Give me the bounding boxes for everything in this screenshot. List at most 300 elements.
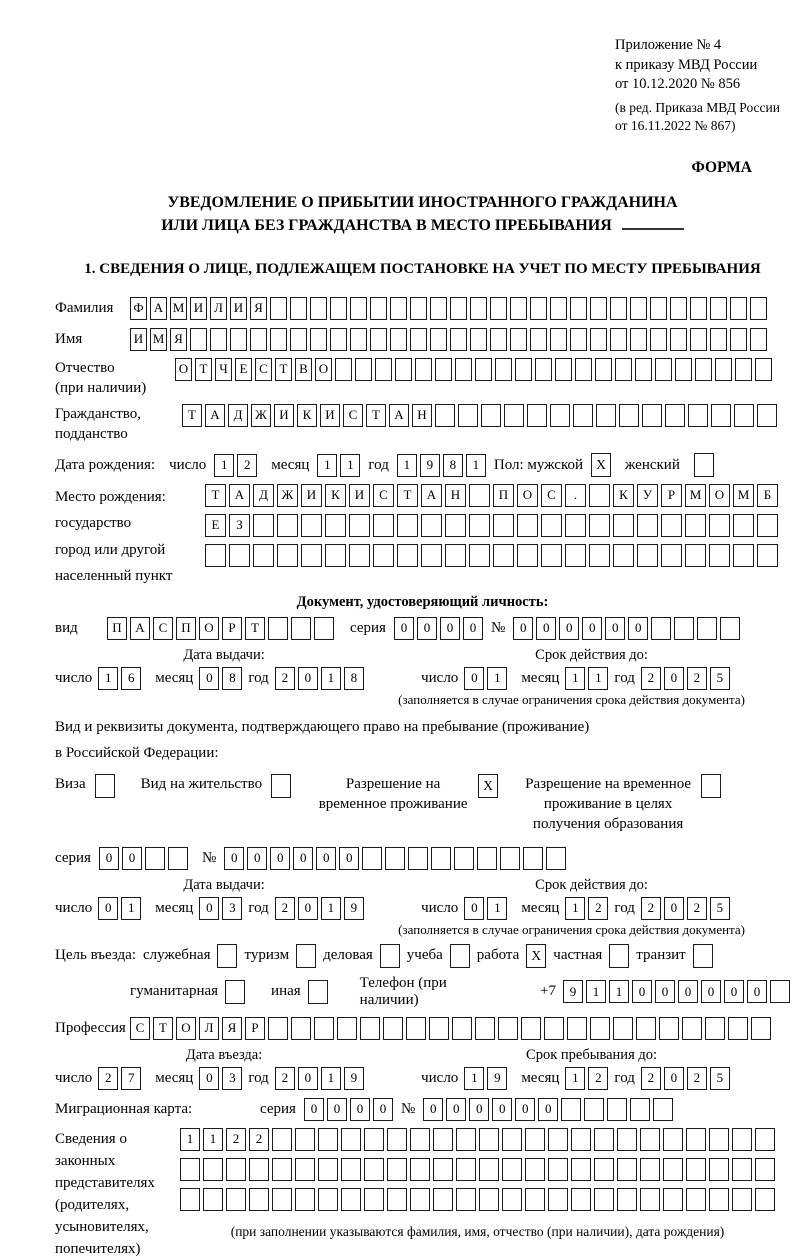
char-cell[interactable]: 0	[747, 980, 767, 1003]
char-cell[interactable]	[479, 1188, 499, 1211]
char-cell[interactable]	[650, 297, 667, 320]
char-cell[interactable]: 0	[701, 980, 721, 1003]
char-cell[interactable]	[695, 358, 712, 381]
temp-residence-education-checkbox[interactable]	[701, 774, 721, 798]
char-cell[interactable]	[314, 1017, 334, 1040]
char-cell[interactable]: 2	[641, 1067, 661, 1090]
char-cell[interactable]	[510, 328, 527, 351]
char-cell[interactable]: П	[176, 617, 196, 640]
char-cell[interactable]: 1	[487, 897, 507, 920]
char-cell[interactable]: 1	[317, 454, 337, 477]
char-cell[interactable]	[295, 1188, 315, 1211]
char-cell[interactable]	[387, 1128, 407, 1151]
char-cell[interactable]	[594, 1158, 614, 1181]
char-cell[interactable]: 0	[492, 1098, 512, 1121]
char-cell[interactable]: 1	[565, 897, 585, 920]
char-cell[interactable]: 0	[632, 980, 652, 1003]
char-cell[interactable]	[655, 358, 672, 381]
char-cell[interactable]	[410, 1188, 430, 1211]
char-cell[interactable]: 2	[226, 1128, 246, 1151]
char-cell[interactable]	[249, 1158, 269, 1181]
char-cell[interactable]	[697, 617, 717, 640]
char-cell[interactable]	[410, 1158, 430, 1181]
char-cell[interactable]	[455, 358, 472, 381]
char-cell[interactable]	[663, 1188, 683, 1211]
char-cell[interactable]	[734, 404, 754, 427]
char-cell[interactable]	[268, 1017, 288, 1040]
char-cell[interactable]	[686, 1158, 706, 1181]
char-cell[interactable]	[450, 328, 467, 351]
char-cell[interactable]	[571, 1188, 591, 1211]
char-cell[interactable]: М	[685, 484, 706, 507]
char-cell[interactable]	[653, 1098, 673, 1121]
char-cell[interactable]: 5	[710, 667, 730, 690]
char-cell[interactable]: 0	[664, 897, 684, 920]
char-cell[interactable]	[314, 617, 334, 640]
char-cell[interactable]	[295, 1128, 315, 1151]
char-cell[interactable]: С	[343, 404, 363, 427]
char-cell[interactable]: 1	[321, 1067, 341, 1090]
char-cell[interactable]	[203, 1188, 223, 1211]
char-cell[interactable]	[517, 544, 538, 567]
char-cell[interactable]	[452, 1017, 472, 1040]
char-cell[interactable]	[421, 544, 442, 567]
char-cell[interactable]	[469, 514, 490, 537]
char-cell[interactable]: Н	[412, 404, 432, 427]
char-cell[interactable]: 0	[99, 847, 119, 870]
char-cell[interactable]	[341, 1188, 361, 1211]
char-cell[interactable]	[715, 358, 732, 381]
char-cell[interactable]: Ж	[251, 404, 271, 427]
char-cell[interactable]	[190, 328, 207, 351]
char-cell[interactable]: 1	[98, 667, 118, 690]
char-cell[interactable]	[481, 404, 501, 427]
char-cell[interactable]	[594, 1188, 614, 1211]
char-cell[interactable]	[637, 514, 658, 537]
char-cell[interactable]	[301, 544, 322, 567]
char-cell[interactable]	[735, 358, 752, 381]
char-cell[interactable]	[610, 297, 627, 320]
char-cell[interactable]	[433, 1188, 453, 1211]
char-cell[interactable]: А	[389, 404, 409, 427]
char-cell[interactable]	[373, 544, 394, 567]
char-cell[interactable]	[410, 328, 427, 351]
char-cell[interactable]: 1	[321, 897, 341, 920]
char-cell[interactable]: И	[230, 297, 247, 320]
char-cell[interactable]: 1	[340, 454, 360, 477]
char-cell[interactable]	[456, 1128, 476, 1151]
char-cell[interactable]: 0	[98, 897, 118, 920]
char-cell[interactable]	[250, 328, 267, 351]
char-cell[interactable]	[561, 1098, 581, 1121]
char-cell[interactable]	[575, 358, 592, 381]
char-cell[interactable]	[415, 358, 432, 381]
char-cell[interactable]	[613, 544, 634, 567]
char-cell[interactable]	[640, 1128, 660, 1151]
residence-permit-checkbox[interactable]	[271, 774, 291, 798]
char-cell[interactable]	[732, 1188, 752, 1211]
purpose-work-checkbox[interactable]: X	[526, 944, 546, 968]
char-cell[interactable]	[571, 1128, 591, 1151]
char-cell[interactable]: Я	[170, 328, 187, 351]
char-cell[interactable]: С	[153, 617, 173, 640]
char-cell[interactable]	[565, 544, 586, 567]
char-cell[interactable]: С	[373, 484, 394, 507]
char-cell[interactable]	[355, 358, 372, 381]
char-cell[interactable]: И	[301, 484, 322, 507]
char-cell[interactable]: 9	[487, 1067, 507, 1090]
char-cell[interactable]	[470, 297, 487, 320]
char-cell[interactable]	[335, 358, 352, 381]
char-cell[interactable]	[720, 617, 740, 640]
char-cell[interactable]: К	[613, 484, 634, 507]
char-cell[interactable]: О	[175, 358, 192, 381]
char-cell[interactable]	[607, 1098, 627, 1121]
char-cell[interactable]: 0	[298, 897, 318, 920]
char-cell[interactable]: О	[199, 617, 219, 640]
char-cell[interactable]	[458, 404, 478, 427]
char-cell[interactable]: 0	[469, 1098, 489, 1121]
char-cell[interactable]	[751, 1017, 771, 1040]
char-cell[interactable]	[663, 1128, 683, 1151]
char-cell[interactable]	[479, 1128, 499, 1151]
char-cell[interactable]	[370, 297, 387, 320]
char-cell[interactable]: 1	[487, 667, 507, 690]
char-cell[interactable]: 2	[641, 667, 661, 690]
char-cell[interactable]: А	[229, 484, 250, 507]
char-cell[interactable]: 1	[203, 1128, 223, 1151]
purpose-humanitarian-checkbox[interactable]	[225, 980, 245, 1004]
char-cell[interactable]	[433, 1128, 453, 1151]
char-cell[interactable]	[636, 1017, 656, 1040]
char-cell[interactable]	[203, 1158, 223, 1181]
char-cell[interactable]: 0	[464, 897, 484, 920]
char-cell[interactable]	[686, 1188, 706, 1211]
char-cell[interactable]: П	[107, 617, 127, 640]
char-cell[interactable]	[230, 328, 247, 351]
char-cell[interactable]	[530, 297, 547, 320]
char-cell[interactable]	[406, 1017, 426, 1040]
char-cell[interactable]	[383, 1017, 403, 1040]
char-cell[interactable]	[546, 847, 566, 870]
purpose-tourism-checkbox[interactable]	[296, 944, 316, 968]
char-cell[interactable]: М	[733, 484, 754, 507]
char-cell[interactable]	[555, 358, 572, 381]
char-cell[interactable]	[430, 328, 447, 351]
char-cell[interactable]	[635, 358, 652, 381]
char-cell[interactable]	[318, 1158, 338, 1181]
char-cell[interactable]: 0	[224, 847, 244, 870]
char-cell[interactable]: Л	[210, 297, 227, 320]
char-cell[interactable]	[515, 358, 532, 381]
char-cell[interactable]	[617, 1158, 637, 1181]
char-cell[interactable]: 1	[397, 454, 417, 477]
char-cell[interactable]	[710, 328, 727, 351]
char-cell[interactable]	[410, 297, 427, 320]
char-cell[interactable]	[277, 514, 298, 537]
purpose-transit-checkbox[interactable]	[693, 944, 713, 968]
char-cell[interactable]	[435, 358, 452, 381]
char-cell[interactable]: 0	[655, 980, 675, 1003]
char-cell[interactable]: Р	[222, 617, 242, 640]
char-cell[interactable]	[613, 1017, 633, 1040]
char-cell[interactable]: М	[170, 297, 187, 320]
char-cell[interactable]: 2	[98, 1067, 118, 1090]
char-cell[interactable]	[291, 1017, 311, 1040]
char-cell[interactable]: К	[325, 484, 346, 507]
char-cell[interactable]	[674, 617, 694, 640]
char-cell[interactable]: 0	[446, 1098, 466, 1121]
char-cell[interactable]: О	[176, 1017, 196, 1040]
char-cell[interactable]: 1	[214, 454, 234, 477]
char-cell[interactable]	[630, 1098, 650, 1121]
char-cell[interactable]: 0	[538, 1098, 558, 1121]
char-cell[interactable]	[755, 358, 772, 381]
char-cell[interactable]	[548, 1158, 568, 1181]
char-cell[interactable]: А	[130, 617, 150, 640]
char-cell[interactable]	[589, 514, 610, 537]
char-cell[interactable]	[686, 1128, 706, 1151]
char-cell[interactable]	[291, 617, 311, 640]
char-cell[interactable]	[469, 484, 490, 507]
char-cell[interactable]: Е	[205, 514, 226, 537]
char-cell[interactable]: 1	[565, 1067, 585, 1090]
char-cell[interactable]: 8	[443, 454, 463, 477]
char-cell[interactable]: .	[565, 484, 586, 507]
char-cell[interactable]: Е	[235, 358, 252, 381]
char-cell[interactable]	[502, 1188, 522, 1211]
char-cell[interactable]: 3	[222, 1067, 242, 1090]
char-cell[interactable]	[364, 1158, 384, 1181]
char-cell[interactable]	[517, 514, 538, 537]
char-cell[interactable]: 0	[122, 847, 142, 870]
char-cell[interactable]	[523, 847, 543, 870]
char-cell[interactable]	[665, 404, 685, 427]
char-cell[interactable]	[750, 328, 767, 351]
char-cell[interactable]: Н	[445, 484, 466, 507]
char-cell[interactable]	[590, 297, 607, 320]
char-cell[interactable]: 0	[298, 667, 318, 690]
char-cell[interactable]: 0	[304, 1098, 324, 1121]
char-cell[interactable]: 9	[563, 980, 583, 1003]
char-cell[interactable]	[349, 544, 370, 567]
char-cell[interactable]	[433, 1158, 453, 1181]
char-cell[interactable]: 0	[582, 617, 602, 640]
char-cell[interactable]	[709, 1188, 729, 1211]
char-cell[interactable]	[385, 847, 405, 870]
char-cell[interactable]	[456, 1188, 476, 1211]
char-cell[interactable]: 1	[180, 1128, 200, 1151]
char-cell[interactable]: Я	[222, 1017, 242, 1040]
char-cell[interactable]: 0	[247, 847, 267, 870]
char-cell[interactable]: С	[541, 484, 562, 507]
char-cell[interactable]: 1	[321, 667, 341, 690]
char-cell[interactable]	[675, 358, 692, 381]
char-cell[interactable]	[337, 1017, 357, 1040]
char-cell[interactable]	[387, 1158, 407, 1181]
char-cell[interactable]	[429, 1017, 449, 1040]
char-cell[interactable]: 0	[373, 1098, 393, 1121]
char-cell[interactable]: Т	[182, 404, 202, 427]
char-cell[interactable]	[730, 328, 747, 351]
char-cell[interactable]: 9	[420, 454, 440, 477]
char-cell[interactable]: С	[255, 358, 272, 381]
char-cell[interactable]: А	[150, 297, 167, 320]
char-cell[interactable]	[755, 1128, 775, 1151]
char-cell[interactable]	[730, 297, 747, 320]
char-cell[interactable]	[295, 1158, 315, 1181]
char-cell[interactable]	[272, 1128, 292, 1151]
char-cell[interactable]	[670, 328, 687, 351]
char-cell[interactable]: К	[297, 404, 317, 427]
char-cell[interactable]	[709, 1128, 729, 1151]
char-cell[interactable]	[375, 358, 392, 381]
char-cell[interactable]	[663, 1158, 683, 1181]
char-cell[interactable]	[445, 544, 466, 567]
char-cell[interactable]: 1	[466, 454, 486, 477]
char-cell[interactable]: П	[493, 484, 514, 507]
char-cell[interactable]	[728, 1017, 748, 1040]
char-cell[interactable]: А	[205, 404, 225, 427]
char-cell[interactable]	[709, 1158, 729, 1181]
char-cell[interactable]: 7	[121, 1067, 141, 1090]
sex-male-checkbox[interactable]: X	[591, 453, 611, 477]
sex-female-checkbox[interactable]	[694, 453, 714, 477]
char-cell[interactable]: 2	[641, 897, 661, 920]
char-cell[interactable]	[390, 328, 407, 351]
char-cell[interactable]	[310, 328, 327, 351]
char-cell[interactable]: Л	[199, 1017, 219, 1040]
char-cell[interactable]	[573, 404, 593, 427]
char-cell[interactable]: 0	[664, 1067, 684, 1090]
char-cell[interactable]	[525, 1158, 545, 1181]
char-cell[interactable]	[525, 1188, 545, 1211]
char-cell[interactable]: 1	[588, 667, 608, 690]
char-cell[interactable]	[709, 544, 730, 567]
char-cell[interactable]: 1	[565, 667, 585, 690]
char-cell[interactable]	[755, 1158, 775, 1181]
char-cell[interactable]: Ф	[130, 297, 147, 320]
char-cell[interactable]: У	[637, 484, 658, 507]
char-cell[interactable]	[277, 544, 298, 567]
char-cell[interactable]	[690, 297, 707, 320]
char-cell[interactable]	[544, 1017, 564, 1040]
char-cell[interactable]	[610, 328, 627, 351]
char-cell[interactable]	[541, 544, 562, 567]
char-cell[interactable]: 0	[339, 847, 359, 870]
char-cell[interactable]: О	[315, 358, 332, 381]
char-cell[interactable]	[180, 1188, 200, 1211]
char-cell[interactable]	[661, 544, 682, 567]
char-cell[interactable]	[548, 1128, 568, 1151]
char-cell[interactable]	[594, 1128, 614, 1151]
char-cell[interactable]	[617, 1128, 637, 1151]
char-cell[interactable]: 6	[121, 667, 141, 690]
char-cell[interactable]	[613, 514, 634, 537]
char-cell[interactable]: 5	[710, 897, 730, 920]
char-cell[interactable]	[490, 297, 507, 320]
char-cell[interactable]	[450, 297, 467, 320]
char-cell[interactable]	[226, 1188, 246, 1211]
char-cell[interactable]	[732, 1158, 752, 1181]
visa-checkbox[interactable]	[95, 774, 115, 798]
char-cell[interactable]: 9	[344, 897, 364, 920]
char-cell[interactable]	[659, 1017, 679, 1040]
char-cell[interactable]	[550, 297, 567, 320]
char-cell[interactable]	[757, 544, 778, 567]
char-cell[interactable]	[330, 297, 347, 320]
char-cell[interactable]	[590, 328, 607, 351]
temp-residence-checkbox[interactable]: X	[478, 774, 498, 798]
char-cell[interactable]	[475, 358, 492, 381]
char-cell[interactable]	[410, 1128, 430, 1151]
char-cell[interactable]	[210, 328, 227, 351]
char-cell[interactable]: И	[190, 297, 207, 320]
char-cell[interactable]: Т	[245, 617, 265, 640]
char-cell[interactable]: С	[130, 1017, 150, 1040]
char-cell[interactable]: 8	[222, 667, 242, 690]
char-cell[interactable]	[733, 544, 754, 567]
char-cell[interactable]	[490, 328, 507, 351]
char-cell[interactable]	[733, 514, 754, 537]
char-cell[interactable]: Т	[397, 484, 418, 507]
char-cell[interactable]	[630, 328, 647, 351]
char-cell[interactable]	[454, 847, 474, 870]
char-cell[interactable]: 1	[464, 1067, 484, 1090]
char-cell[interactable]	[421, 514, 442, 537]
char-cell[interactable]	[435, 404, 455, 427]
char-cell[interactable]	[565, 514, 586, 537]
char-cell[interactable]	[350, 328, 367, 351]
char-cell[interactable]	[571, 1158, 591, 1181]
char-cell[interactable]: 0	[350, 1098, 370, 1121]
purpose-private-checkbox[interactable]	[609, 944, 629, 968]
char-cell[interactable]	[567, 1017, 587, 1040]
char-cell[interactable]	[750, 297, 767, 320]
char-cell[interactable]	[510, 297, 527, 320]
char-cell[interactable]: О	[709, 484, 730, 507]
char-cell[interactable]	[685, 544, 706, 567]
char-cell[interactable]: 0	[316, 847, 336, 870]
char-cell[interactable]	[362, 847, 382, 870]
char-cell[interactable]	[310, 297, 327, 320]
char-cell[interactable]: 0	[270, 847, 290, 870]
char-cell[interactable]: Д	[253, 484, 274, 507]
char-cell[interactable]	[205, 544, 226, 567]
purpose-business-checkbox[interactable]	[217, 944, 237, 968]
char-cell[interactable]: 9	[344, 1067, 364, 1090]
char-cell[interactable]	[640, 1158, 660, 1181]
char-cell[interactable]	[395, 358, 412, 381]
char-cell[interactable]: 0	[199, 1067, 219, 1090]
char-cell[interactable]: 2	[237, 454, 257, 477]
char-cell[interactable]: 0	[417, 617, 437, 640]
char-cell[interactable]	[498, 1017, 518, 1040]
char-cell[interactable]	[755, 1188, 775, 1211]
char-cell[interactable]: 1	[609, 980, 629, 1003]
char-cell[interactable]: 3	[222, 897, 242, 920]
char-cell[interactable]	[493, 544, 514, 567]
purpose-other-checkbox[interactable]	[308, 980, 328, 1004]
char-cell[interactable]: Т	[153, 1017, 173, 1040]
char-cell[interactable]: Д	[228, 404, 248, 427]
char-cell[interactable]	[521, 1017, 541, 1040]
char-cell[interactable]	[318, 1188, 338, 1211]
char-cell[interactable]	[550, 328, 567, 351]
char-cell[interactable]: Ж	[277, 484, 298, 507]
char-cell[interactable]: Т	[205, 484, 226, 507]
char-cell[interactable]: 1	[121, 897, 141, 920]
